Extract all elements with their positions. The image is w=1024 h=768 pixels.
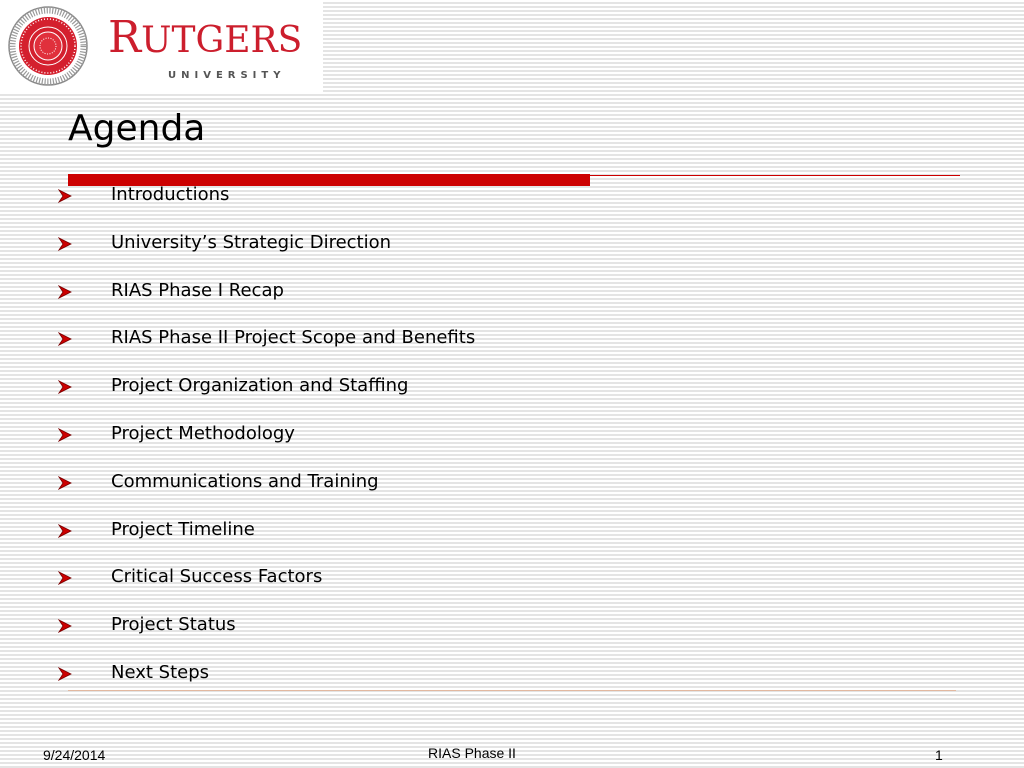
agenda-item-label: RIAS Phase II Project Scope and Benefits [111, 327, 476, 349]
slide-title: Agenda [68, 108, 206, 149]
agenda-item-label: Project Status [111, 614, 236, 636]
agenda-item [58, 324, 858, 372]
agenda-item-label: Next Steps [111, 661, 210, 683]
agenda-item-label: Project Methodology [111, 422, 295, 444]
agenda-item [58, 420, 858, 468]
rutgers-wordmark: RUTGERS [108, 12, 303, 63]
agenda-item [58, 277, 858, 325]
arrow-bullet-icon [58, 237, 72, 251]
agenda-item-label: Project Organization and Staffing [111, 375, 409, 397]
rutgers-seal-icon [8, 6, 88, 86]
arrow-bullet-icon [58, 380, 72, 394]
agenda-item [58, 372, 858, 420]
arrow-bullet-icon [58, 332, 72, 346]
arrow-bullet-icon [58, 476, 72, 490]
agenda-item-label: Critical Success Factors [111, 566, 323, 588]
agenda-item [58, 229, 858, 277]
agenda-item-label: Introductions [111, 184, 230, 205]
arrow-bullet-icon [58, 189, 72, 203]
agenda-item [58, 611, 858, 659]
agenda-list [58, 181, 858, 707]
agenda-item-label: Project Timeline [111, 518, 255, 540]
agenda-item-label: RIAS Phase I Recap [111, 279, 284, 301]
arrow-bullet-icon [58, 667, 72, 681]
agenda-item [58, 468, 858, 516]
agenda-item [58, 516, 858, 564]
rutgers-logo [0, 0, 323, 92]
agenda-item-label: University’s Strategic Direction [111, 231, 392, 253]
agenda-item [58, 181, 858, 229]
page-number: 1 [935, 747, 943, 763]
agenda-item-label: Communications and Training [111, 470, 379, 492]
arrow-bullet-icon [58, 428, 72, 442]
agenda-item [58, 659, 858, 707]
footer-date: 9/24/2014 [43, 747, 106, 763]
arrow-bullet-icon [58, 285, 72, 299]
title-underline-rule [590, 175, 960, 176]
bottom-divider [68, 690, 956, 691]
footer-title: RIAS Phase II [428, 745, 516, 761]
arrow-bullet-icon [58, 524, 72, 538]
agenda-item [58, 563, 858, 611]
arrow-bullet-icon [58, 619, 72, 633]
arrow-bullet-icon [58, 571, 72, 585]
university-subtitle: UNIVERSITY [168, 70, 286, 81]
